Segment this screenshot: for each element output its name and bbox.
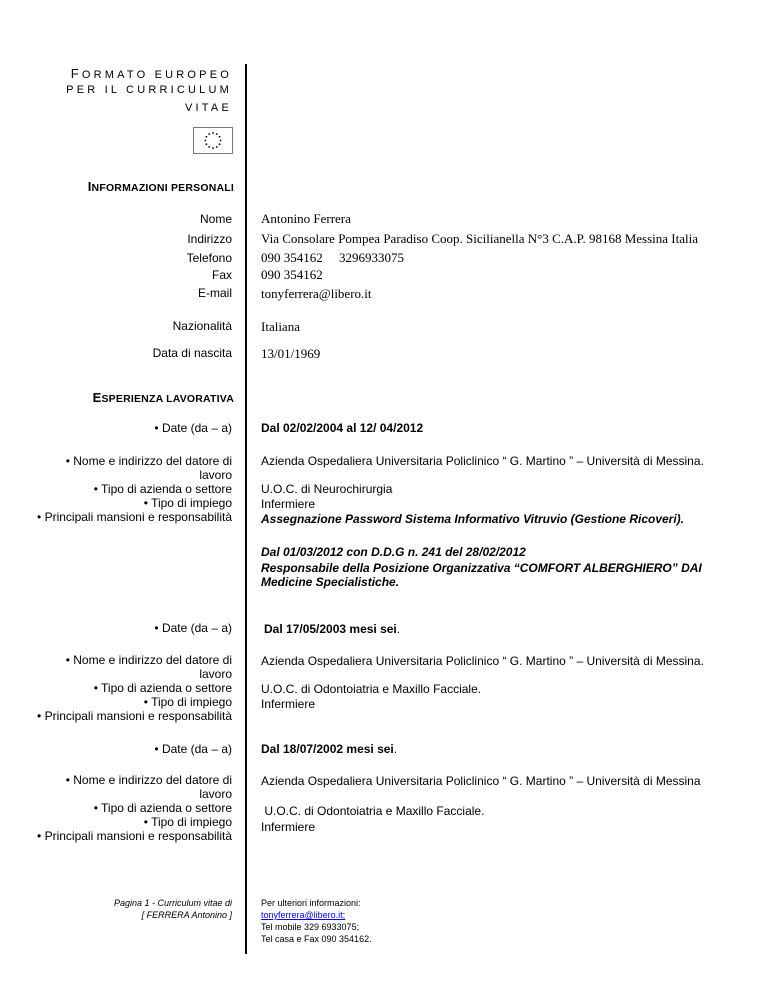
contact-title: Per ulteriori informazioni: [261,898,361,908]
entry-2-date-label: • Date (da – a) [154,621,232,635]
nascita-label: Data di nascita [152,346,232,360]
fax-label: Fax [211,268,232,282]
entry-3-employer-label: • Nome e indirizzo del datore di lavoro • Tipo di azienda o settore • Tipo di impiego • Principali mansioni e responsabilità [37,773,232,843]
entry-3-date-label: • Date (da – a) [154,742,232,756]
cv-title-line-3: VITAE [185,102,232,114]
page-footer [0,897,232,921]
nome-value: Antonino Ferrera [261,211,351,226]
entry-1-note-role: Responsabile della Posizione Organizzativa “COMFORT ALBERGHIERO” DAI Medicine Specialistiche. [261,561,702,589]
section-personal-info: INFORMAZIONI PERSONALI [87,179,234,194]
entry-1-employer-value: Azienda Ospedaliera Universitaria Policlinico “ G. Martino ” – Università di Messina. [261,454,704,468]
section-work-experience: ESPERIENZA LAVORATIVA [92,390,234,405]
cv-title-line-1: FORMATO EUROPEO [70,66,232,81]
telefono-value: 090 354162 3296933075 [261,250,404,265]
nome-label: Nome [199,212,232,226]
entry-1-note-date: Dal 01/03/2012 con D.D.G n. 241 del 28/02/2012 [261,545,526,559]
entry-3-date-value: Dal 18/07/2002 mesi sei. [261,742,398,756]
email-label: E-mail [197,286,232,300]
entry-1-type-value: Infermiere [261,497,316,511]
contact-footer [261,897,372,945]
entry-2-sector-value: U.O.C. di Odontoiatria e Maxillo Facciale. [261,682,482,696]
entry-1-sector-value: U.O.C. di Neurochirurgia [261,482,393,496]
entry-2-date-value: Dal 17/05/2003 mesi sei. [264,622,401,636]
cv-title-line-2: PER IL CURRICULUM [66,84,232,96]
entry-3-sector-value: U.O.C. di Odontoiatria e Maxillo Facciale. [261,804,485,818]
contact-mobile: Tel mobile 329 6933075; [261,922,360,932]
nazionalita-label: Nazionalità [172,319,232,333]
entry-1-duties-value: Assegnazione Password Sistema Informativo Vitruvio (Gestione Ricoveri). [261,512,684,526]
indirizzo-label: Indirizzo [187,232,232,246]
entry-3-employer-value: Azienda Ospedaliera Universitaria Policlinico “ G. Martino ” – Università di Messina [261,774,701,788]
entry-2-employer-label: • Nome e indirizzo del datore di lavoro • Tipo di azienda o settore • Tipo di impiego • Principali mansioni e responsabilità [37,653,232,723]
entry-1-date-label: • Date (da – a) [154,421,232,435]
eu-flag-icon [193,127,233,154]
entry-3-type-value: Infermiere [261,820,316,834]
entry-1-employer-label: • Nome e indirizzo del datore di lavoro • Tipo di azienda o settore • Tipo di impiego • Principali mansioni e responsabilità [37,454,232,524]
contact-email-link[interactable]: tonyferrera@libero.it; [261,910,346,920]
fax-value: 090 354162 [261,267,323,282]
page-number: Pagina 1 - Curriculum vitae di [113,898,232,908]
entry-1-date-value: Dal 02/02/2004 al 12/ 04/2012 [261,421,424,435]
nazionalita-value: Italiana [261,319,300,334]
entry-2-employer-value: Azienda Ospedaliera Universitaria Policlinico “ G. Martino ” – Università di Messina. [261,654,704,668]
vertical-divider [245,64,247,954]
indirizzo-value: Via Consolare Pompea Paradiso Coop. Sicilianella N°3 C.A.P. 98168 Messina Italia [261,231,698,246]
telefono-label: Telefono [186,251,232,265]
entry-2-type-value: Infermiere [261,697,316,711]
footer-name: [ FERRERA Antonino ] [141,910,232,920]
nascita-value: 13/01/1969 [261,346,321,361]
email-value: tonyferrera@libero.it [261,286,372,301]
contact-home: Tel casa e Fax 090 354162. [261,934,372,944]
